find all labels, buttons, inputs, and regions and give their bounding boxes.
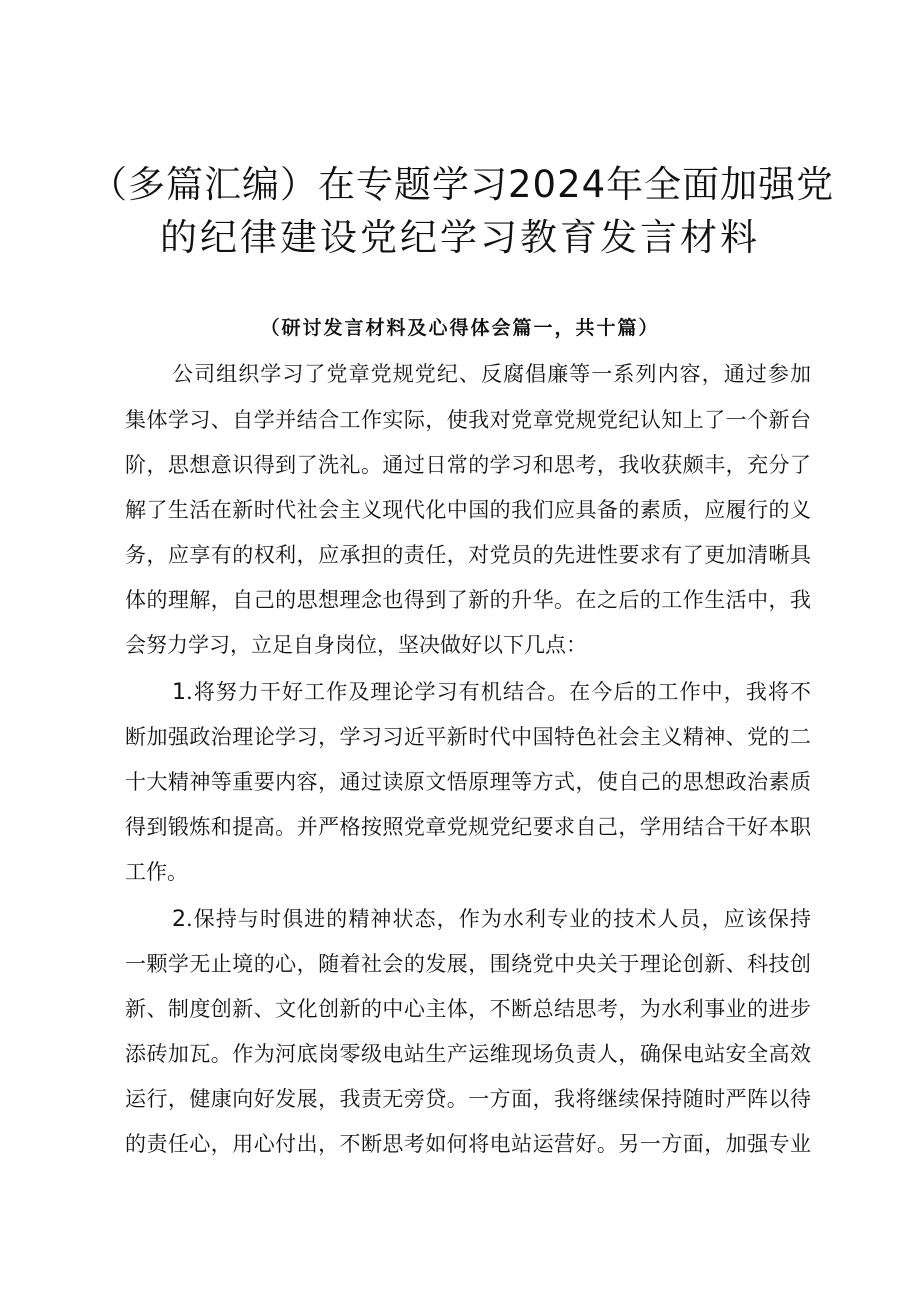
paragraph-line: 会努力学习，立足自身岗位，坚决做好以下几点： — [125, 633, 587, 657]
document-title-line-1: （多篇汇编）在专题学习2024年全面加强党 — [90, 163, 835, 206]
paragraph-line: 新、制度创新、文化创新的中心主体，不断总结思考，为水利事业的进步 — [125, 997, 811, 1021]
paragraph-line: 工作。 — [125, 860, 188, 884]
paragraph-line: 公司组织学习了党章党规党纪、反腐倡廉等一系列内容，通过参加 — [172, 362, 811, 386]
document-title-line-2: 的纪律建设党纪学习教育发言材料 — [160, 216, 760, 259]
paragraph-line: 运行，健康向好发展，我责无旁贷。一方面，我将继续保持随时严阵以待 — [125, 1087, 811, 1111]
paragraph-line: 断加强政治理论学习，学习习近平新时代中国特色社会主义精神、党的二 — [125, 725, 811, 749]
item-text: .保持与时俱进的精神状态，作为水利专业的技术人员，应该保持 — [186, 907, 811, 931]
document-subtitle: （研讨发言材料及心得体会篇一，共十篇） — [260, 317, 660, 339]
item-text: .将努力干好工作及理论学习有机结合。在今后的工作中，我将不 — [186, 680, 811, 704]
paragraph-line: 十大精神等重要内容，通过读原文悟原理等方式，使自己的思想政治素质 — [125, 770, 811, 794]
paragraph-line: 添砖加瓦。作为河底岗零级电站生产运维现场负责人，确保电站安全高效 — [125, 1042, 811, 1066]
paragraph-line: 阶，思想意识得到了洗礼。通过日常的学习和思考，我收获颇丰，充分了 — [125, 453, 811, 477]
item-number: 2 — [172, 907, 186, 932]
paragraph-line: 务，应享有的权利，应承担的责任，对党员的先进性要求有了更加清晰具 — [125, 543, 811, 567]
paragraph-line: 解了生活在新时代社会主义现代化中国的我们应具备的素质，应履行的义 — [125, 498, 811, 522]
paragraph-line: 得到锻炼和提高。并严格按照党章党规党纪要求自己，学用结合干好本职 — [125, 815, 811, 839]
paragraph-line: 的责任心，用心付出，不断思考如何将电站运营好。另一方面，加强专业 — [125, 1132, 811, 1156]
item-number: 1 — [172, 680, 186, 705]
paragraph-line: 集体学习、自学并结合工作实际，使我对党章党规党纪认知上了一个新台 — [125, 408, 811, 432]
numbered-item-1-first-line — [172, 677, 811, 708]
paragraph-line: 体的理解，自己的思想理念也得到了新的升华。在之后的工作生活中，我 — [125, 588, 811, 612]
paragraph-line: 一颗学无止境的心，随着社会的发展，围绕党中央关于理论创新、科技创 — [125, 952, 811, 976]
numbered-item-2-first-line — [172, 904, 811, 935]
